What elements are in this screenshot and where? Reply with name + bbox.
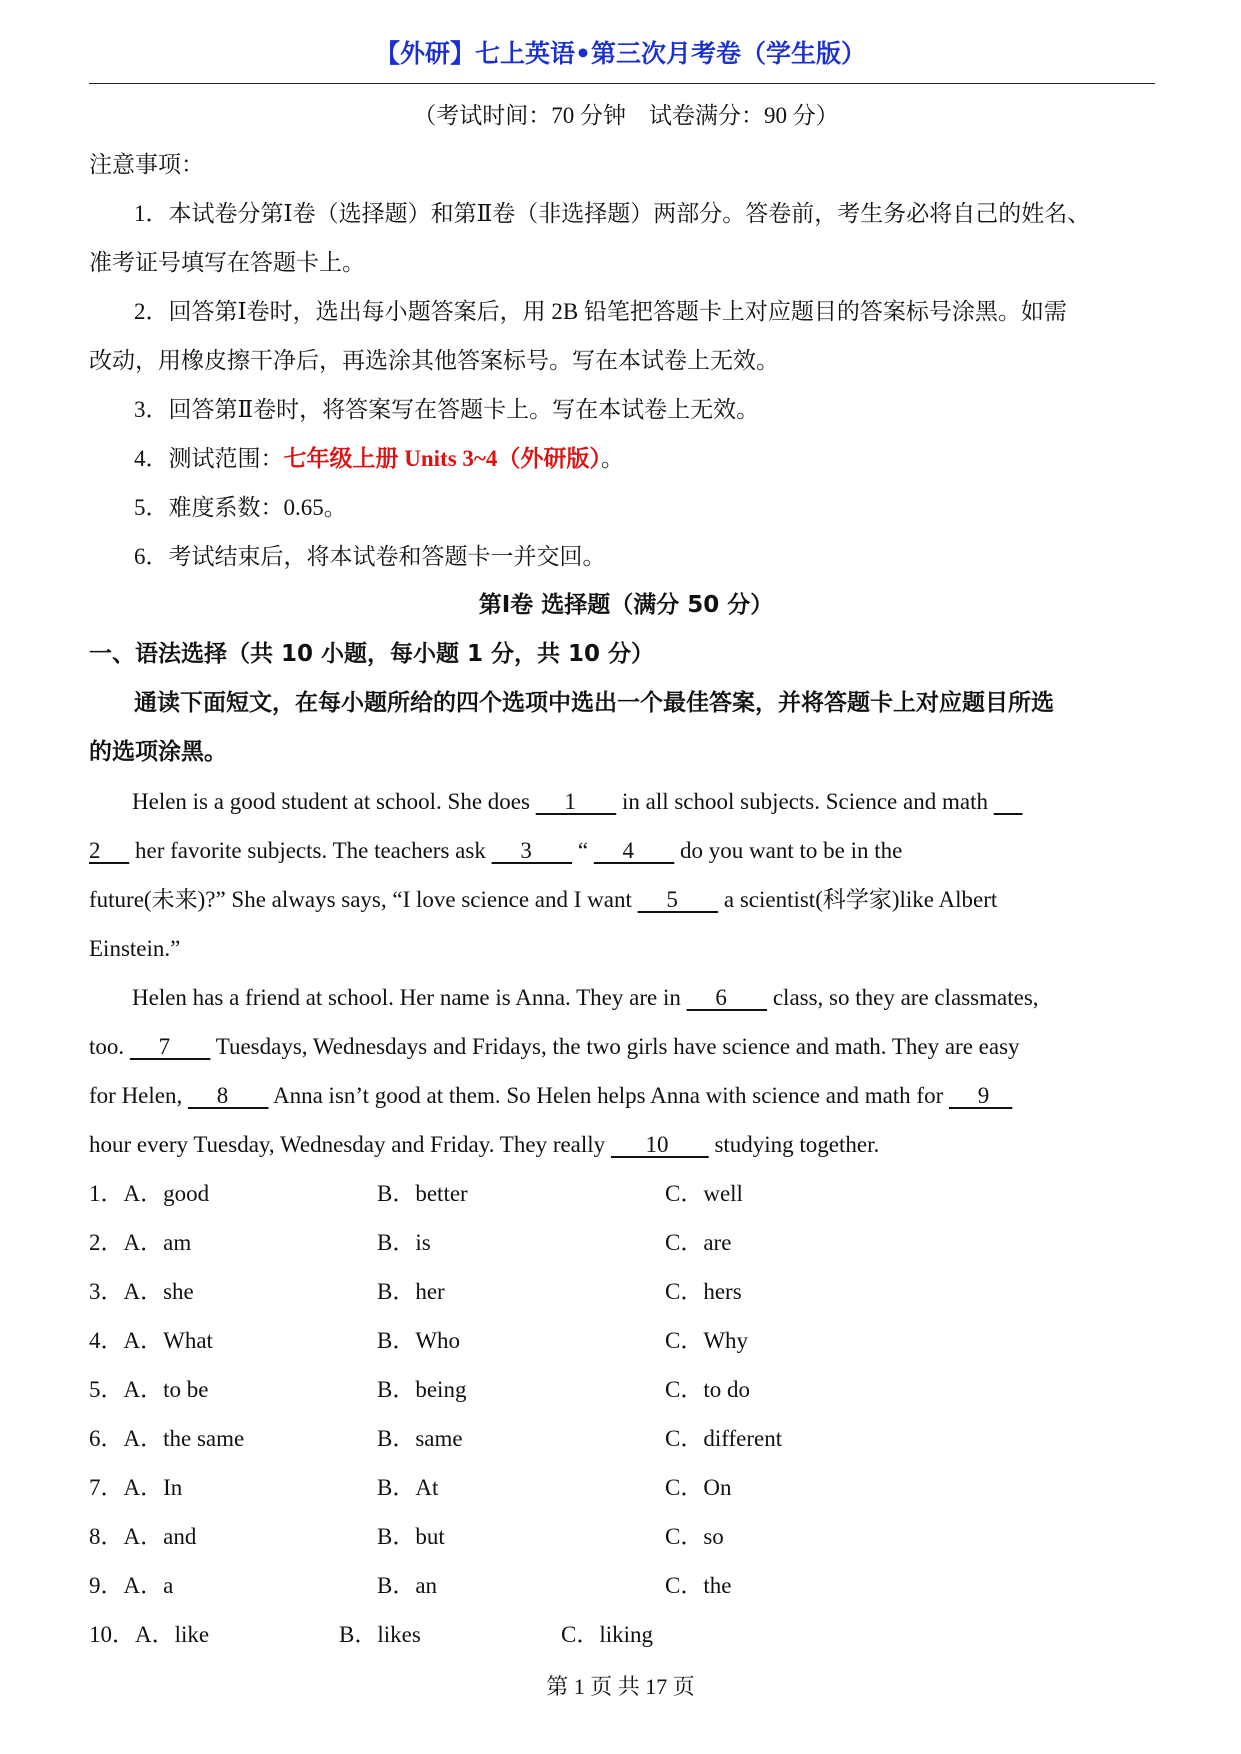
notice-item-5: 5．难度系数：0.65。 (134, 495, 347, 520)
option-b: B．At (377, 1475, 439, 1500)
passage-line-6: too. 7 Tuesdays, Wednesdays and Fridays, the two girls have science and math. They are easy (89, 1022, 1163, 1071)
page-header-title: 【外研】七上英语•第三次月考卷（学生版） (375, 39, 866, 68)
option-c: C．Why (665, 1328, 749, 1353)
passage-line-7: for Helen, 8 Anna isn’t good at them. So Helen helps Anna with science and math for 9 (89, 1071, 1163, 1120)
option-b: B．likes (339, 1622, 421, 1647)
blank-2-end: 2 (89, 838, 130, 863)
option-b: B．an (377, 1573, 438, 1598)
part-1-instruction-line-1: 通读下面短文，在每小题所给的四个选项中选出一个最佳答案，并将答题卡上对应题目所选 (134, 690, 1054, 716)
option-a: 1．A．good (89, 1181, 210, 1206)
option-b: B．but (377, 1524, 445, 1549)
blank-8: 8 (188, 1083, 269, 1108)
option-c: C．so (665, 1524, 724, 1549)
option-b: B．better (377, 1181, 468, 1206)
passage-line-2: 2 her favorite subjects. The teachers ask 3 “ 4 do you want to be in the (89, 826, 1163, 875)
notice-item-4-suffix: 。 (600, 446, 624, 471)
question-row (89, 1463, 1163, 1512)
notice-item-3: 3．回答第Ⅱ卷时，将答案写在答题卡上。写在本试卷上无效。 (134, 397, 760, 422)
option-a: 2．A．am (89, 1230, 192, 1255)
option-c: C．are (665, 1230, 732, 1255)
notice-item-4-prefix: 4．测试范围： (134, 446, 284, 471)
passage-line-8: hour every Tuesday, Wednesday and Friday. They really 10 studying together. (89, 1120, 1163, 1169)
reading-passage (89, 777, 1163, 1169)
blank-5: 5 (637, 887, 719, 912)
option-c: C．the (665, 1573, 732, 1598)
option-b: B．her (377, 1279, 445, 1304)
notice-item-2-line-2: 改动，用橡皮擦干净后，再选涂其他答案标号。写在本试卷上无效。 (89, 348, 779, 373)
notice-item-2-line-1: 2．回答第Ⅰ卷时，选出每小题答案后，用 2B 铅笔把答题卡上对应题目的答案标号涂黑。如需 (134, 299, 1067, 324)
question-row (89, 1169, 1163, 1218)
blank-2-start (994, 777, 1023, 826)
blank-10: 10 (610, 1132, 709, 1157)
option-c: C．well (665, 1181, 743, 1206)
blank-4: 4 (593, 838, 675, 863)
question-row (89, 1561, 1163, 1610)
option-c: C．to do (665, 1377, 750, 1402)
question-row (89, 1316, 1163, 1365)
option-b: B．same (377, 1426, 463, 1451)
test-scope: 七年级上册 Units 3~4（外研版） (283, 446, 601, 471)
question-row (89, 1365, 1163, 1414)
passage-line-4: Einstein.” (89, 936, 181, 961)
notice-item-4 (89, 434, 1163, 483)
part-1-instruction-line-2: 的选项涂黑。 (89, 739, 227, 765)
option-a: 6．A．the same (89, 1426, 245, 1451)
option-c: C．different (665, 1426, 783, 1451)
option-b: B．is (377, 1230, 431, 1255)
question-row (89, 1610, 1163, 1659)
question-list (89, 1169, 1163, 1659)
question-row (89, 1512, 1163, 1561)
blank-3: 3 (491, 838, 573, 863)
blank-1: 1 (535, 789, 617, 814)
question-row (89, 1414, 1163, 1463)
option-c: C．On (665, 1475, 732, 1500)
option-a: 5．A．to be (89, 1377, 209, 1402)
passage-line-1: Helen is a good student at school. She does 1 in all school subjects. Science and math (89, 777, 1163, 826)
blank-7: 7 (129, 1034, 211, 1059)
question-row (89, 1218, 1163, 1267)
question-row (89, 1267, 1163, 1316)
option-a: 3．A．she (89, 1279, 194, 1304)
header-divider (89, 83, 1155, 84)
notice-item-6: 6．考试结束后，将本试卷和答题卡一并交回。 (134, 544, 606, 569)
section-1-title: 第Ⅰ卷 选择题（满分 50 分） (478, 592, 774, 618)
option-c: C．liking (561, 1622, 654, 1647)
notice-item-1-line-1: 1．本试卷分第Ⅰ卷（选择题）和第Ⅱ卷（非选择题）两部分。答卷前，考生务必将自己的姓名、 (134, 201, 1091, 226)
option-a: 8．A．and (89, 1524, 197, 1549)
option-b: B．Who (377, 1328, 461, 1353)
notice-item-1-line-2: 准考证号填写在答题卡上。 (89, 250, 365, 275)
notice-title: 注意事项： (89, 152, 204, 177)
option-c: C．hers (665, 1279, 742, 1304)
option-a: 4．A．What (89, 1328, 213, 1353)
passage-line-5: Helen has a friend at school. Her name is Anna. They are in 6 class, so they are classmates, (89, 973, 1163, 1022)
page-number: 第 1 页 共 17 页 (546, 1674, 695, 1699)
option-a: 10．A．like (89, 1622, 210, 1647)
blank-9: 9 (949, 1083, 1013, 1108)
option-b: B．being (377, 1377, 467, 1402)
passage-line-3: future(未来)?” She always says, “I love science and I want 5 a scientist(科学家)like Albert (89, 875, 1163, 924)
document-body (89, 91, 1163, 1659)
option-a: 9．A．a (89, 1573, 174, 1598)
blank-6: 6 (686, 985, 768, 1010)
option-a: 7．A．In (89, 1475, 183, 1500)
exam-info: （考试时间：70 分钟 试卷满分：90 分） (413, 103, 839, 128)
part-1-title: 一、语法选择（共 10 小题，每小题 1 分，共 10 分） (89, 641, 655, 667)
